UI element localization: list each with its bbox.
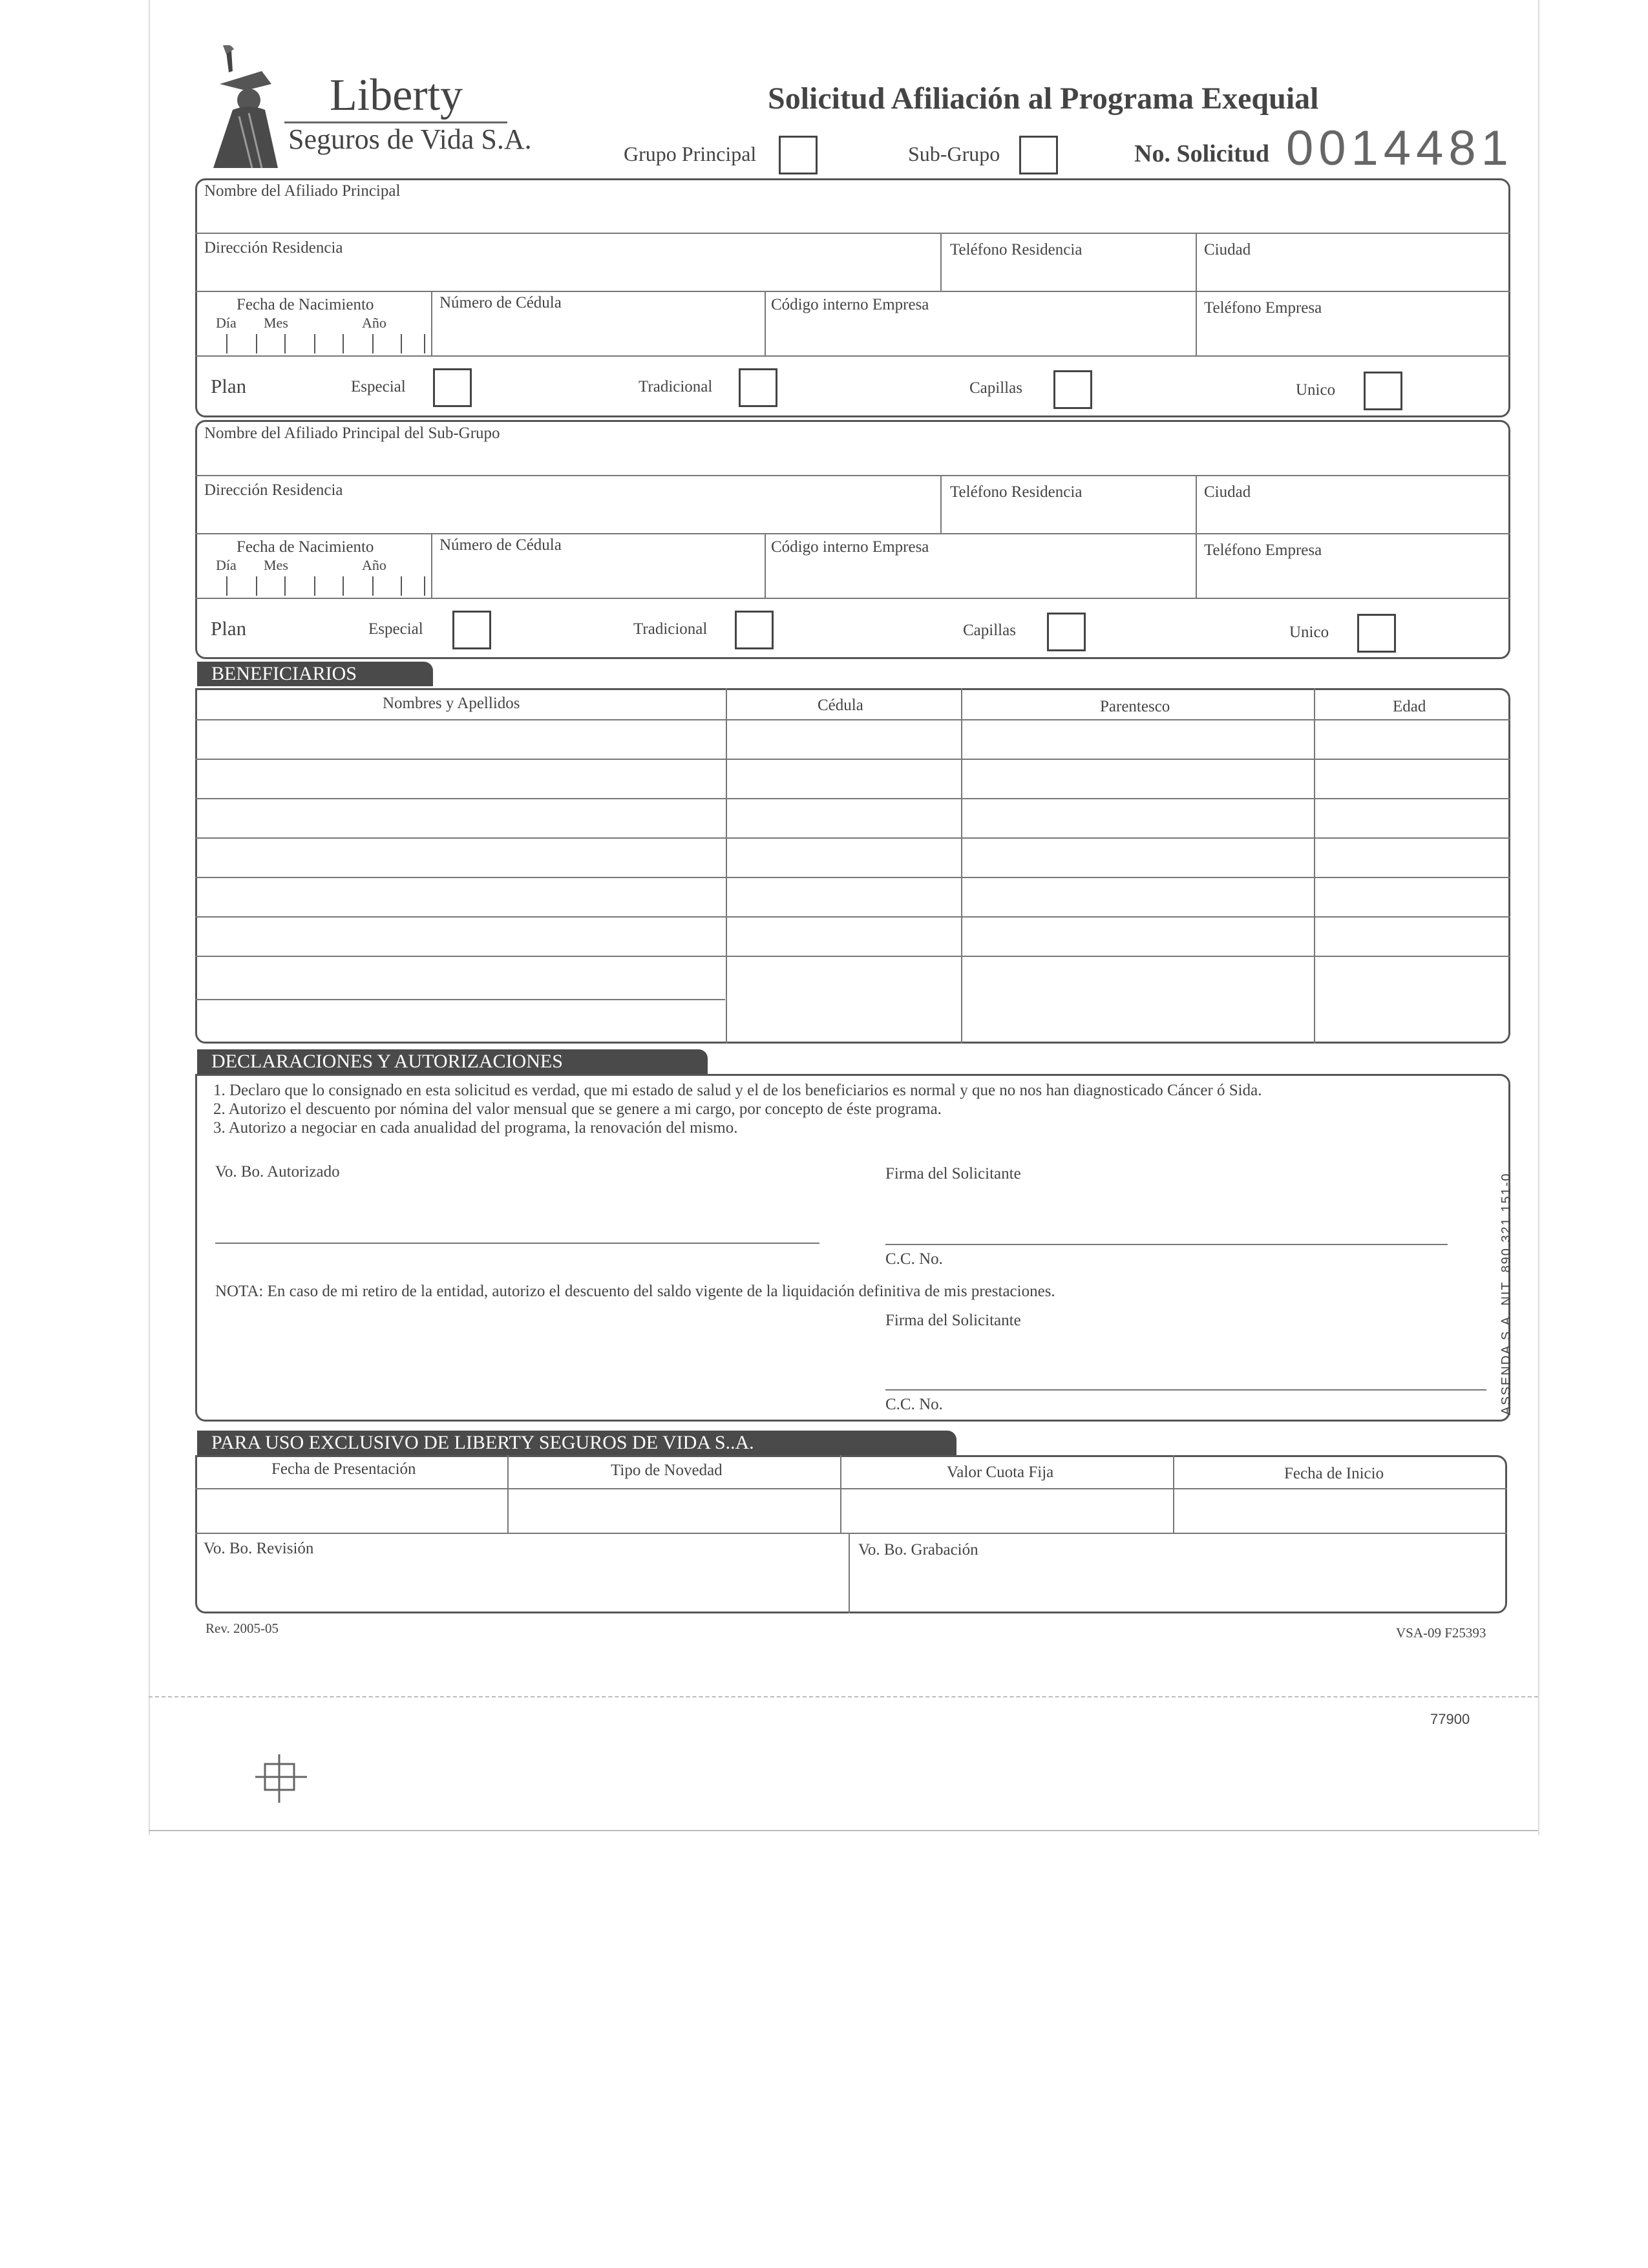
date-tick (372, 334, 374, 353)
firma-solicitante-label-2: Firma del Solicitante (885, 1312, 1021, 1329)
fecha-nacimiento-label: Fecha de Nacimiento (237, 296, 374, 313)
table-row[interactable] (195, 999, 725, 1000)
divider (961, 688, 962, 1044)
unico-checkbox[interactable] (1364, 372, 1402, 410)
page-edge-right (1538, 0, 1539, 1835)
divider (507, 1455, 509, 1533)
especial-checkbox[interactable] (433, 368, 472, 407)
divider (195, 533, 1510, 534)
form-code: VSA-09 F25393 (1396, 1625, 1486, 1641)
date-tick (226, 576, 227, 596)
telefono-empresa-label: Teléfono Empresa (1204, 299, 1322, 317)
perforation-line (149, 1696, 1538, 1697)
vobo-autorizado-line[interactable] (215, 1243, 819, 1244)
nombre-afiliado-subgrupo-label: Nombre del Afiliado Principal del Sub-Grupo (204, 425, 500, 442)
table-row[interactable] (195, 798, 1510, 799)
divider (195, 598, 1510, 599)
tradicional-label: Tradicional (639, 378, 713, 395)
col-tipo-novedad: Tipo de Novedad (611, 1462, 723, 1479)
no-solicitud-value: 0014481 (1286, 121, 1514, 176)
date-tick (401, 334, 402, 353)
grupo-principal-label: Grupo Principal (624, 142, 757, 165)
codigo-empresa-label: Código interno Empresa (771, 296, 929, 313)
col-valor-cuota: Valor Cuota Fija (947, 1464, 1054, 1481)
cedula-label-2: Número de Cédula (439, 536, 562, 554)
divider (195, 233, 1510, 234)
firma-solicitante-line-2[interactable] (885, 1389, 1486, 1391)
declaracion-3: 3. Autorizo a negociar en cada anualidad del programa, la renovación del mismo. (213, 1119, 738, 1137)
firma-solicitante-label-1: Firma del Solicitante (885, 1165, 1021, 1182)
uso-exclusivo-tab: PARA USO EXCLUSIVO DE LIBERTY SEGUROS DE VIDA S..A. (197, 1431, 956, 1455)
table-row[interactable] (195, 916, 1510, 918)
side-company-nit: ASSENDA S.A. NIT. 890.321.151-0 (1499, 1172, 1514, 1415)
especial-checkbox-2[interactable] (452, 611, 491, 649)
anio-label-2: Año (362, 557, 386, 573)
codigo-empresa-label-2: Código interno Empresa (771, 538, 929, 556)
especial-label-2: Especial (368, 620, 423, 638)
divider (195, 1488, 1507, 1489)
vobo-grabacion-label: Vo. Bo. Grabación (858, 1541, 978, 1559)
telefono-residencia-label-2: Teléfono Residencia (950, 483, 1083, 501)
table-row[interactable] (195, 837, 1510, 839)
declaraciones-tab: DECLARACIONES Y AUTORIZACIONES (197, 1049, 708, 1074)
form-title: Solicitud Afiliación al Programa Exequial (768, 81, 1319, 116)
serial-number: 77900 (1430, 1711, 1470, 1727)
cc-label-1: C.C. No. (885, 1250, 943, 1268)
unico-label-2: Unico (1289, 624, 1329, 641)
page-edge-left (149, 0, 150, 1835)
capillas-label-2: Capillas (963, 622, 1016, 639)
table-row[interactable] (195, 877, 1510, 878)
firma-solicitante-line-1[interactable] (885, 1244, 1448, 1245)
capillas-label: Capillas (969, 379, 1022, 397)
cedula-label: Número de Cédula (439, 294, 562, 311)
divider (765, 533, 766, 598)
date-tick (256, 334, 257, 353)
unico-checkbox-2[interactable] (1357, 614, 1396, 653)
direccion-label-2: Dirección Residencia (204, 481, 343, 499)
table-row[interactable] (195, 759, 1510, 760)
capillas-checkbox[interactable] (1053, 370, 1092, 409)
nombre-afiliado-label: Nombre del Afiliado Principal (204, 182, 401, 200)
divider (940, 233, 942, 291)
tradicional-checkbox[interactable] (739, 368, 777, 407)
col-parentesco: Parentesco (1100, 698, 1170, 715)
table-row[interactable] (195, 956, 1510, 957)
grupo-principal-checkbox[interactable] (779, 136, 818, 174)
plan-label: Plan (211, 375, 247, 397)
divider (840, 1455, 841, 1533)
plan-label-2: Plan (211, 617, 247, 640)
divider (726, 688, 727, 1044)
no-solicitud-label: No. Solicitud (1134, 140, 1270, 167)
ciudad-label-2: Ciudad (1204, 483, 1251, 501)
registration-mark-icon (249, 1751, 313, 1809)
col-cedula: Cédula (818, 697, 863, 714)
vobo-autorizado-label: Vo. Bo. Autorizado (215, 1163, 340, 1181)
table-header-divider (195, 719, 1510, 720)
especial-label: Especial (351, 378, 406, 395)
date-tick (343, 334, 344, 353)
divider (849, 1533, 850, 1613)
col-edad: Edad (1393, 698, 1426, 715)
divider (765, 291, 766, 355)
sub-grupo-label: Sub-Grupo (908, 142, 1000, 165)
revision-code: Rev. 2005-05 (206, 1621, 279, 1636)
divider (1196, 475, 1197, 598)
date-tick (372, 576, 374, 596)
anio-label: Año (362, 315, 386, 331)
date-tick (424, 334, 425, 353)
mes-label: Mes (264, 315, 288, 331)
beneficiarios-table (195, 688, 1510, 1044)
ciudad-label: Ciudad (1204, 241, 1251, 258)
logo-subtitle: Seguros de Vida S.A. (288, 123, 532, 155)
date-tick (314, 334, 315, 353)
col-fecha-inicio: Fecha de Inicio (1284, 1465, 1384, 1482)
date-tick (284, 576, 286, 596)
divider (431, 291, 432, 355)
divider (431, 533, 432, 598)
declaracion-1: 1. Declaro que lo consignado en esta solicitud es verdad, que mi estado de salud y el de los beneficiarios es normal y que no nos han diagnosticado Cáncer ó Sida. (213, 1082, 1262, 1099)
direccion-label: Dirección Residencia (204, 239, 343, 257)
date-tick (343, 576, 344, 596)
divider (940, 475, 942, 533)
page-bottom-edge (149, 1830, 1538, 1831)
tradicional-checkbox-2[interactable] (735, 611, 774, 649)
divider (195, 1533, 1507, 1534)
dia-label: Día (216, 315, 237, 331)
unico-label: Unico (1296, 381, 1336, 399)
dia-label-2: Día (216, 557, 237, 573)
declaracion-2: 2. Autorizo el descuento por nómina del valor mensual que se genere a mi cargo, por concepto de éste programa. (213, 1100, 942, 1118)
beneficiarios-tab: BENEFICIARIOS (197, 662, 433, 686)
date-tick (424, 576, 425, 596)
divider (195, 475, 1510, 476)
statue-of-liberty-logo (200, 45, 297, 174)
date-tick (284, 334, 286, 353)
logo-name: Liberty (330, 70, 463, 120)
date-tick (401, 576, 402, 596)
divider (1196, 233, 1197, 355)
divider (1314, 688, 1315, 1044)
telefono-residencia-label: Teléfono Residencia (950, 241, 1083, 258)
col-fecha-presentacion: Fecha de Presentación (271, 1460, 416, 1478)
tradicional-label-2: Tradicional (633, 620, 708, 638)
fecha-nacimiento-label-2: Fecha de Nacimiento (237, 538, 374, 556)
divider (195, 291, 1510, 292)
capillas-checkbox-2[interactable] (1047, 613, 1086, 651)
nota-text: NOTA: En caso de mi retiro de la entidad, autorizo el descuento del saldo vigente de la liquidación definitiva de mis prestaciones. (215, 1283, 1055, 1300)
sub-grupo-checkbox[interactable] (1019, 136, 1058, 174)
mes-label-2: Mes (264, 557, 288, 573)
date-tick (256, 576, 257, 596)
vobo-revision-label: Vo. Bo. Revisión (204, 1540, 314, 1557)
date-tick (314, 576, 315, 596)
col-nombres: Nombres y Apellidos (383, 695, 520, 712)
cc-label-2: C.C. No. (885, 1396, 943, 1413)
divider (1173, 1455, 1174, 1533)
divider (195, 355, 1510, 357)
telefono-empresa-label-2: Teléfono Empresa (1204, 541, 1322, 559)
date-tick (226, 334, 227, 353)
